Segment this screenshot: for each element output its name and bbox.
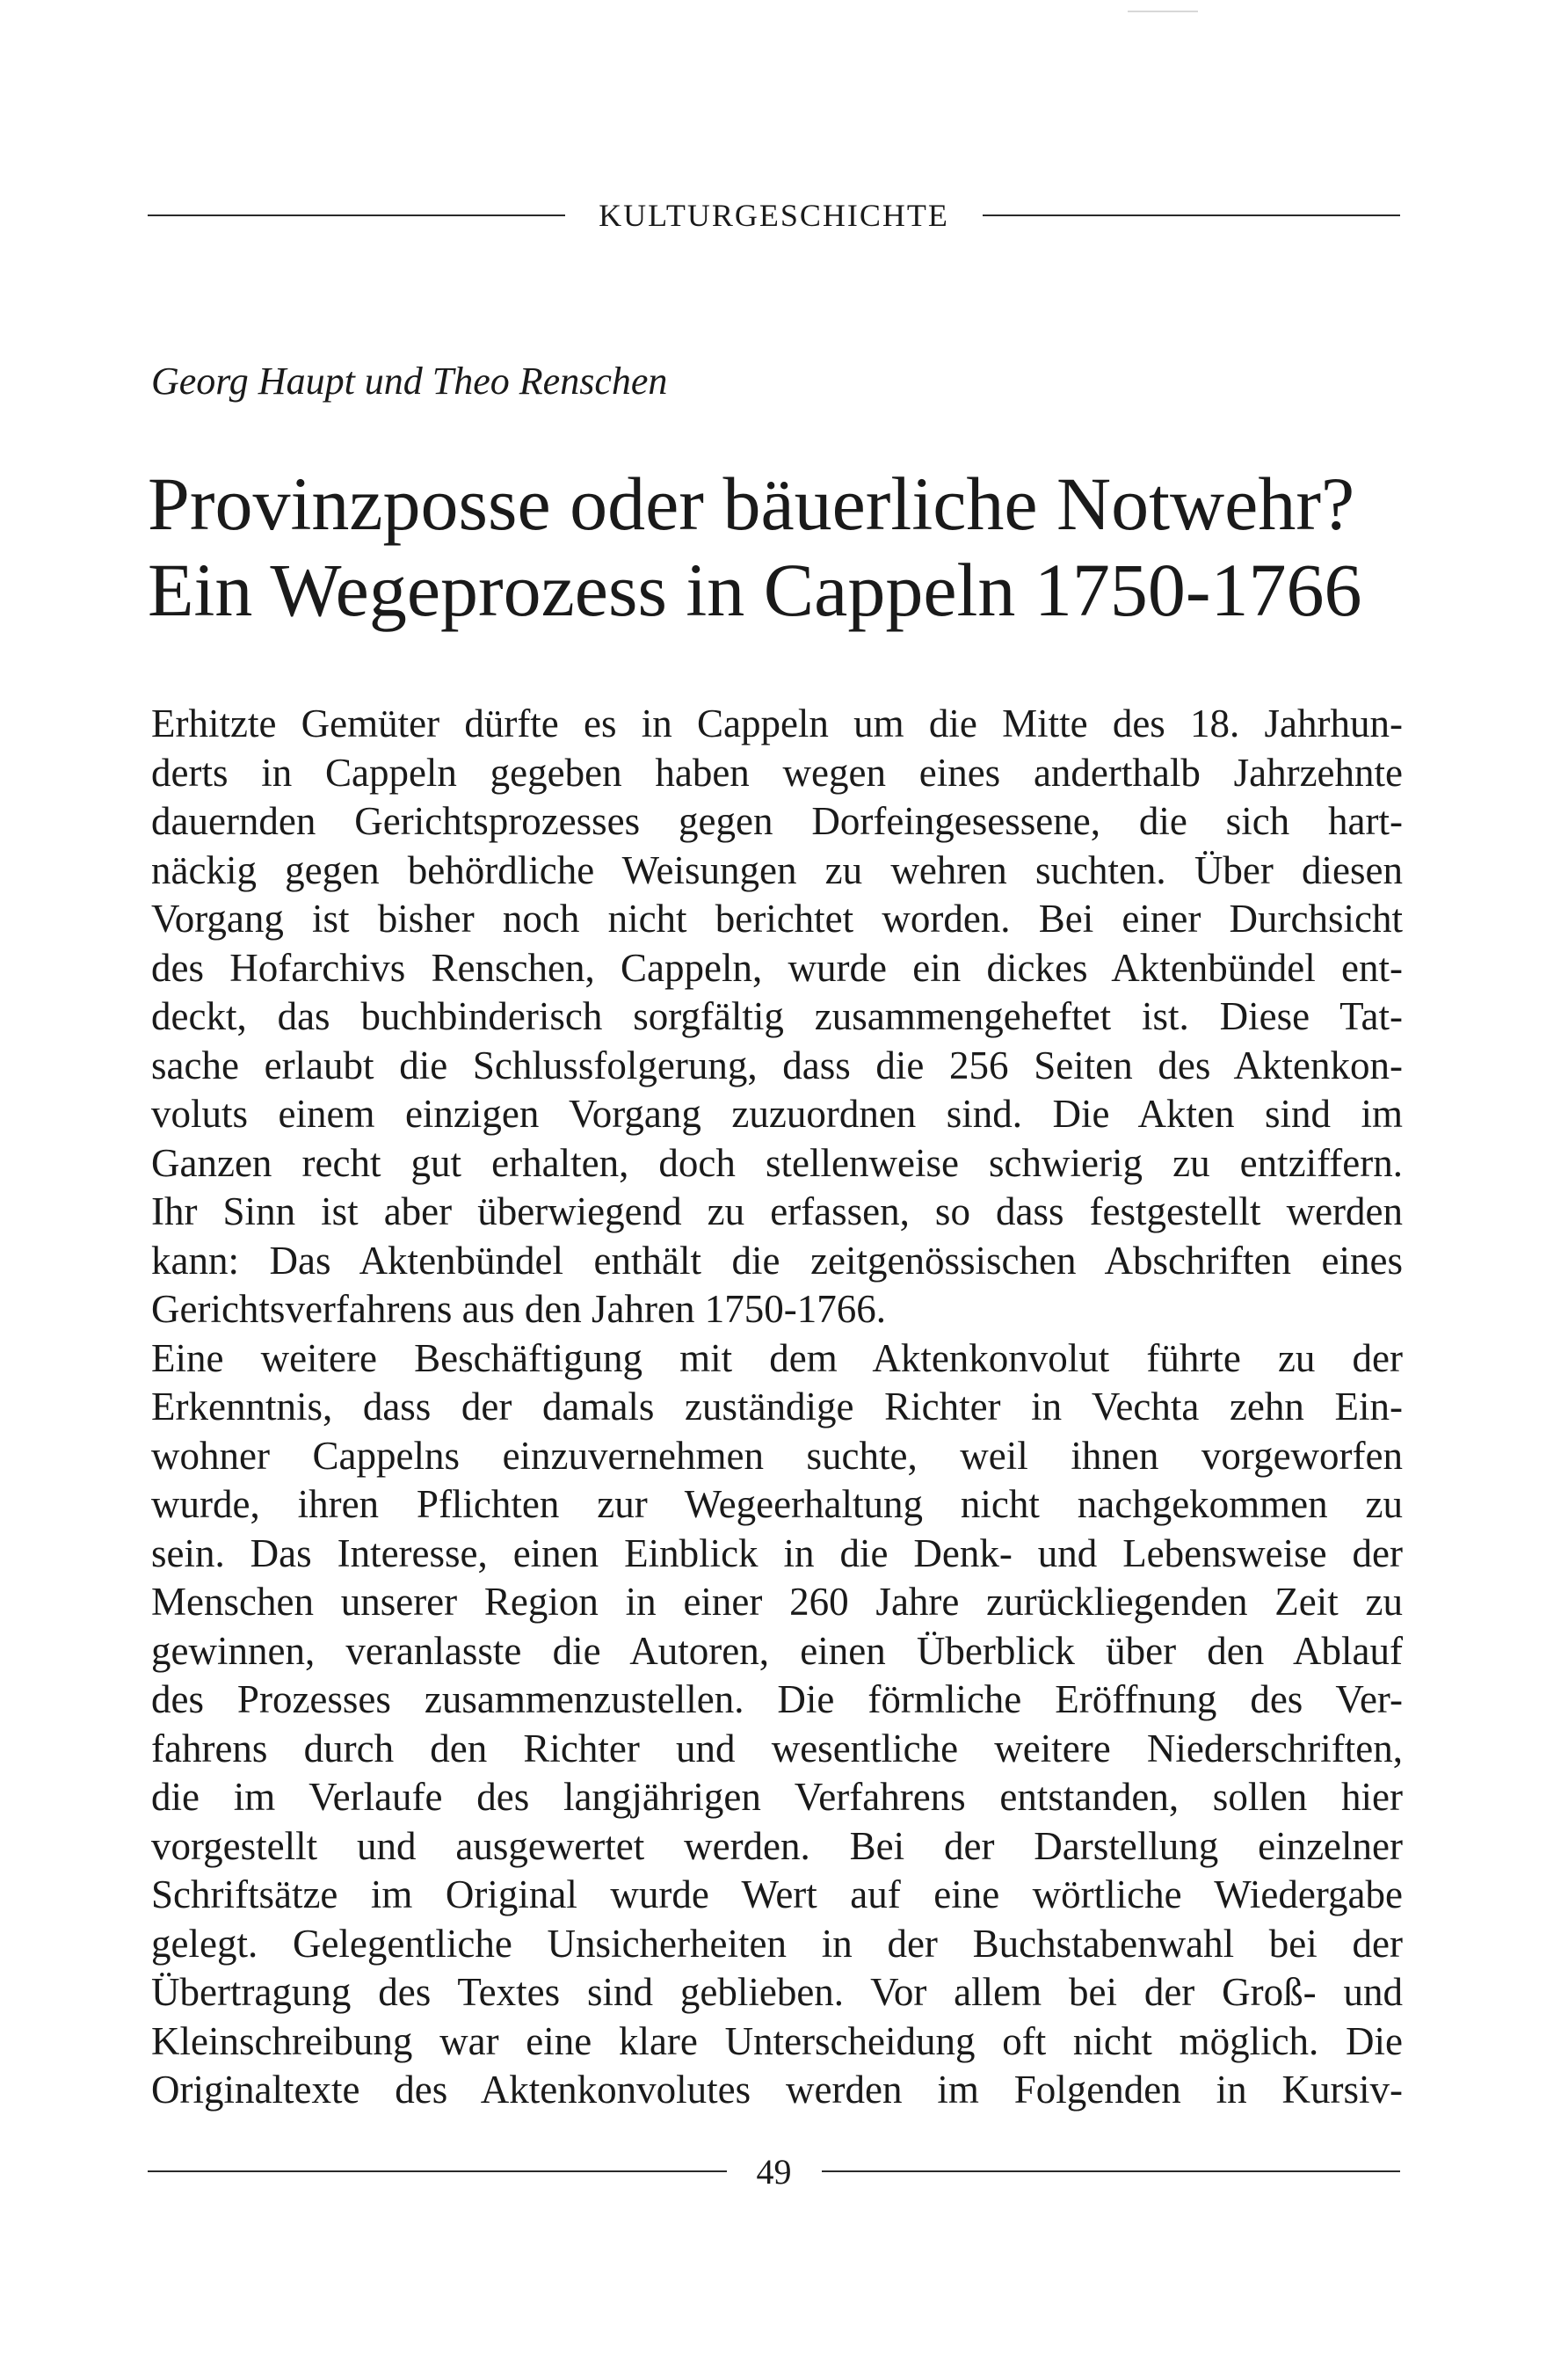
header-rule-left (148, 214, 565, 216)
body-line: gelegt. Gelegentliche Unsicherheiten in der Buchstabenwahl bei der (151, 1921, 1403, 1966)
section-label: KULTURGESCHICHTE (599, 198, 949, 233)
page-number: 49 (756, 2151, 792, 2192)
body-line: kann: Das Aktenbündel enthält die zeitgenössischen Abschriften eines (151, 1238, 1403, 1283)
body-line: Vorgang ist bisher noch nicht berichtet worden. Bei einer Durchsicht (151, 897, 1403, 941)
footer-rule-right (822, 2170, 1401, 2172)
body-line: Originaltexte des Aktenkonvolutes werden im Folgenden in Kursiv- (151, 2068, 1403, 2112)
body-line: derts in Cappeln gegeben haben wegen eines anderthalb Jahrzehnte (151, 750, 1403, 795)
body-line: fahrens durch den Richter und wesentliche weitere Niederschriften, (151, 1726, 1403, 1770)
body-line: wurde, ihren Pflichten zur Wegeerhaltung nicht nachgekommen zu (151, 1482, 1403, 1526)
body-line: sache erlaubt die Schlussfolgerung, dass die 256 Seiten des Aktenkon- (151, 1043, 1403, 1087)
article-authors: Georg Haupt und Theo Renschen (151, 360, 668, 403)
body-line: Gerichtsverfahrens aus den Jahren 1750-1766. (151, 1287, 886, 1331)
body-line: des Hofarchivs Renschen, Cappeln, wurde ein dickes Aktenbündel ent- (151, 945, 1403, 990)
body-line: näckig gegen behördliche Weisungen zu wehren suchten. Über diesen (151, 847, 1403, 892)
body-line: Schriftsätze im Original wurde Wert auf eine wörtliche Wiedergabe (151, 1872, 1403, 1916)
body-line: dauernden Gerichtsprozesses gegen Dorfeingesessene, die sich hart- (151, 799, 1403, 843)
footer-rule-left (148, 2170, 727, 2172)
body-line: Eine weitere Beschäftigung mit dem Aktenkonvolut führte zu der (151, 1335, 1403, 1380)
body-line: Erkenntnis, dass der damals zuständige Richter in Vechta zehn Ein- (151, 1385, 1403, 1429)
body-line: vorgestellt und ausgewertet werden. Bei der Darstellung einzelner (151, 1823, 1403, 1868)
body-line: voluts einem einzigen Vorgang zuzuordnen sind. Die Akten sind im (151, 1092, 1403, 1136)
page-footer (148, 2145, 1400, 2198)
body-line: Ganzen recht gut erhalten, doch stellenweise schwierig zu entziffern. (151, 1140, 1403, 1185)
body-line: sein. Das Interesse, einen Einblick in die Denk- und Lebensweise der (151, 1530, 1403, 1575)
title-line: Provinzposse oder bäuerliche Notwehr? (148, 462, 1355, 546)
body-line: Menschen unserer Region in einer 260 Jahre zurückliegenden Zeit zu (151, 1580, 1403, 1624)
body-line: des Prozesses zusammenzustellen. Die förmliche Eröffnung des Ver- (151, 1677, 1403, 1721)
body-line: deckt, das buchbinderisch sorgfältig zusammengeheftet ist. Diese Tat- (151, 994, 1403, 1038)
body-line: Ihr Sinn ist aber überwiegend zu erfassen, so dass festgestellt werden (151, 1189, 1403, 1233)
body-line: wohner Cappelns einzuvernehmen suchte, weil ihnen vorgeworfen (151, 1433, 1403, 1478)
article-title (148, 461, 1413, 633)
body-line: gewinnen, veranlasste die Autoren, einen Überblick über den Ablauf (151, 1628, 1403, 1673)
body-line: die im Verlaufe des langjährigen Verfahrens entstanden, sollen hier (151, 1775, 1403, 1819)
title-line: Ein Wegeprozess in Cappeln 1750-1766 (148, 548, 1362, 632)
header-rule-right (983, 214, 1400, 216)
scan-edge-mark (1128, 11, 1198, 12)
body-line: Kleinschreibung war eine klare Unterscheidung oft nicht möglich. Die (151, 2018, 1403, 2063)
article-body (151, 700, 1403, 2115)
body-line: Erhitzte Gemüter dürfte es in Cappeln um die Mitte des 18. Jahrhun- (151, 702, 1403, 745)
section-header (148, 193, 1400, 237)
body-line: Übertragung des Textes sind geblieben. Vor allem bei der Groß- und (151, 1970, 1403, 2014)
